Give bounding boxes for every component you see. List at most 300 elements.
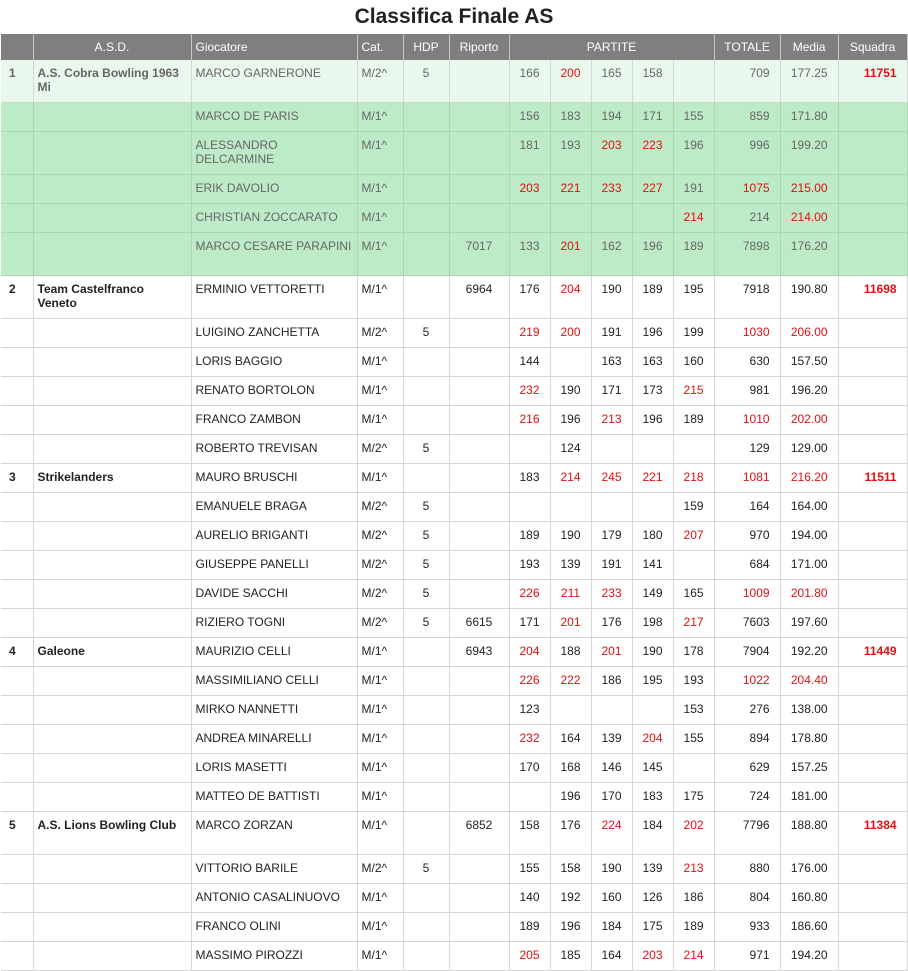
game-score: 219 xyxy=(509,319,550,348)
game-score: 190 xyxy=(632,638,673,667)
game-score: 183 xyxy=(632,783,673,812)
table-row xyxy=(1,942,907,971)
game-score: 195 xyxy=(632,667,673,696)
player-category: M/1^ xyxy=(357,233,403,276)
game-score: 183 xyxy=(509,464,550,493)
player-total: 7904 xyxy=(714,638,780,667)
game-score: 140 xyxy=(509,884,550,913)
player-riporto: 7017 xyxy=(449,233,509,276)
player-category: M/2^ xyxy=(357,435,403,464)
player-total: 981 xyxy=(714,377,780,406)
player-average: 204.40 xyxy=(780,667,838,696)
player-riporto xyxy=(449,464,509,493)
team-name xyxy=(33,406,191,435)
game-score: 216 xyxy=(509,406,550,435)
team-score xyxy=(838,855,907,884)
game-score: 170 xyxy=(591,783,632,812)
player-name: RENATO BORTOLON xyxy=(191,377,357,406)
player-hdp xyxy=(403,638,449,667)
player-total: 684 xyxy=(714,551,780,580)
team-position xyxy=(1,233,33,276)
table-row xyxy=(1,667,907,696)
game-score: 198 xyxy=(632,609,673,638)
game-score: 195 xyxy=(673,276,714,319)
table-row xyxy=(1,132,907,175)
team-name xyxy=(33,855,191,884)
game-score xyxy=(509,783,550,812)
player-riporto xyxy=(449,319,509,348)
player-category: M/1^ xyxy=(357,406,403,435)
game-score xyxy=(550,696,591,725)
player-hdp: 5 xyxy=(403,493,449,522)
game-score: 214 xyxy=(550,464,591,493)
header-row xyxy=(1,34,907,60)
game-score: 162 xyxy=(591,233,632,276)
table-row xyxy=(1,696,907,725)
team-position xyxy=(1,667,33,696)
player-hdp xyxy=(403,812,449,855)
team-score: 11449 xyxy=(838,638,907,667)
team-position xyxy=(1,754,33,783)
game-score: 204 xyxy=(632,725,673,754)
player-average: 206.00 xyxy=(780,319,838,348)
player-riporto xyxy=(449,406,509,435)
player-total: 970 xyxy=(714,522,780,551)
player-category: M/1^ xyxy=(357,377,403,406)
game-score: 190 xyxy=(591,276,632,319)
player-hdp xyxy=(403,103,449,132)
player-hdp: 5 xyxy=(403,435,449,464)
game-score: 176 xyxy=(509,276,550,319)
game-score: 173 xyxy=(632,377,673,406)
player-category: M/1^ xyxy=(357,638,403,667)
game-score: 139 xyxy=(591,725,632,754)
player-riporto xyxy=(449,725,509,754)
header-riporto: Riporto xyxy=(449,34,509,60)
game-score: 245 xyxy=(591,464,632,493)
game-score: 178 xyxy=(673,638,714,667)
player-total: 894 xyxy=(714,725,780,754)
player-riporto: 6852 xyxy=(449,812,509,855)
player-average: 171.80 xyxy=(780,103,838,132)
player-name: DAVIDE SACCHI xyxy=(191,580,357,609)
game-score: 156 xyxy=(509,103,550,132)
team-score xyxy=(838,175,907,204)
game-score: 165 xyxy=(591,60,632,103)
team-position: 3 xyxy=(1,464,33,493)
team-position xyxy=(1,725,33,754)
team-name xyxy=(33,667,191,696)
team-score xyxy=(838,696,907,725)
table-row xyxy=(1,783,907,812)
player-average: 194.20 xyxy=(780,942,838,971)
player-category: M/1^ xyxy=(357,812,403,855)
game-score: 160 xyxy=(591,884,632,913)
team-name xyxy=(33,725,191,754)
game-score xyxy=(673,754,714,783)
game-score: 133 xyxy=(509,233,550,276)
game-score: 144 xyxy=(509,348,550,377)
header-partite: PARTITE xyxy=(509,34,714,60)
player-average: 186.60 xyxy=(780,913,838,942)
table-row xyxy=(1,103,907,132)
player-total: 7603 xyxy=(714,609,780,638)
game-score: 213 xyxy=(591,406,632,435)
team-name xyxy=(33,754,191,783)
player-category: M/1^ xyxy=(357,884,403,913)
player-name: MARCO CESARE PARAPINI xyxy=(191,233,357,276)
player-hdp xyxy=(403,913,449,942)
player-riporto xyxy=(449,204,509,233)
table-row xyxy=(1,638,907,667)
player-total: 933 xyxy=(714,913,780,942)
table-row xyxy=(1,175,907,204)
player-category: M/1^ xyxy=(357,783,403,812)
header-player: Giocatore xyxy=(191,34,357,60)
table-row xyxy=(1,522,907,551)
game-score: 190 xyxy=(550,377,591,406)
player-total: 996 xyxy=(714,132,780,175)
game-score: 190 xyxy=(550,522,591,551)
game-score: 218 xyxy=(673,464,714,493)
player-hdp xyxy=(403,348,449,377)
game-score xyxy=(591,696,632,725)
table-row xyxy=(1,60,907,103)
player-average: 171.00 xyxy=(780,551,838,580)
player-name: AURELIO BRIGANTI xyxy=(191,522,357,551)
game-score xyxy=(591,204,632,233)
player-hdp: 5 xyxy=(403,855,449,884)
player-name: FRANCO OLINI xyxy=(191,913,357,942)
game-score: 149 xyxy=(632,580,673,609)
game-score: 189 xyxy=(673,406,714,435)
player-total: 1030 xyxy=(714,319,780,348)
player-name: RIZIERO TOGNI xyxy=(191,609,357,638)
game-score: 146 xyxy=(591,754,632,783)
game-score: 159 xyxy=(673,493,714,522)
game-score: 196 xyxy=(632,319,673,348)
game-score: 221 xyxy=(632,464,673,493)
player-name: ERMINIO VETTORETTI xyxy=(191,276,357,319)
game-score: 171 xyxy=(632,103,673,132)
player-average: 188.80 xyxy=(780,812,838,855)
game-score: 170 xyxy=(509,754,550,783)
player-riporto xyxy=(449,551,509,580)
player-total: 7918 xyxy=(714,276,780,319)
team-name xyxy=(33,696,191,725)
player-average: 176.00 xyxy=(780,855,838,884)
player-average: 196.20 xyxy=(780,377,838,406)
player-hdp: 5 xyxy=(403,522,449,551)
standings-body xyxy=(1,60,907,971)
player-riporto xyxy=(449,132,509,175)
game-score: 211 xyxy=(550,580,591,609)
team-score xyxy=(838,522,907,551)
team-name xyxy=(33,942,191,971)
game-score: 221 xyxy=(550,175,591,204)
team-position xyxy=(1,696,33,725)
team-score xyxy=(838,884,907,913)
player-average: 199.20 xyxy=(780,132,838,175)
team-score: 11511 xyxy=(838,464,907,493)
player-total: 629 xyxy=(714,754,780,783)
game-score xyxy=(632,204,673,233)
game-score: 233 xyxy=(591,175,632,204)
player-total: 724 xyxy=(714,783,780,812)
game-score: 126 xyxy=(632,884,673,913)
team-position xyxy=(1,855,33,884)
game-score: 233 xyxy=(591,580,632,609)
team-score xyxy=(838,725,907,754)
table-row xyxy=(1,913,907,942)
game-score: 123 xyxy=(509,696,550,725)
game-score: 196 xyxy=(550,406,591,435)
game-score xyxy=(509,493,550,522)
game-score: 163 xyxy=(632,348,673,377)
player-average: 129.00 xyxy=(780,435,838,464)
game-score xyxy=(632,435,673,464)
team-position xyxy=(1,319,33,348)
game-score xyxy=(673,551,714,580)
player-category: M/1^ xyxy=(357,175,403,204)
game-score: 200 xyxy=(550,319,591,348)
player-name: MIRKO NANNETTI xyxy=(191,696,357,725)
game-score: 196 xyxy=(632,233,673,276)
team-position xyxy=(1,103,33,132)
team-score xyxy=(838,319,907,348)
player-total: 804 xyxy=(714,884,780,913)
player-total: 164 xyxy=(714,493,780,522)
game-score: 171 xyxy=(591,377,632,406)
player-average: 164.00 xyxy=(780,493,838,522)
game-score: 168 xyxy=(550,754,591,783)
player-hdp: 5 xyxy=(403,609,449,638)
player-name: ERIK DAVOLIO xyxy=(191,175,357,204)
team-name: Strikelanders xyxy=(33,464,191,493)
game-score: 141 xyxy=(632,551,673,580)
team-name xyxy=(33,204,191,233)
table-row xyxy=(1,580,907,609)
player-average: 215.00 xyxy=(780,175,838,204)
game-score xyxy=(509,435,550,464)
team-position xyxy=(1,435,33,464)
team-name xyxy=(33,348,191,377)
header-squadra: Squadra xyxy=(838,34,907,60)
team-name xyxy=(33,884,191,913)
player-average: 157.25 xyxy=(780,754,838,783)
team-name xyxy=(33,175,191,204)
game-score: 227 xyxy=(632,175,673,204)
player-average: 176.20 xyxy=(780,233,838,276)
team-position xyxy=(1,493,33,522)
player-total: 1009 xyxy=(714,580,780,609)
game-score: 160 xyxy=(673,348,714,377)
team-name: Team Castelfranco Veneto xyxy=(33,276,191,319)
game-score: 158 xyxy=(550,855,591,884)
game-score xyxy=(591,493,632,522)
player-riporto xyxy=(449,783,509,812)
game-score: 226 xyxy=(509,667,550,696)
team-position: 1 xyxy=(1,60,33,103)
team-score xyxy=(838,551,907,580)
game-score: 175 xyxy=(673,783,714,812)
player-name: VITTORIO BARILE xyxy=(191,855,357,884)
table-row xyxy=(1,233,907,276)
player-riporto: 6943 xyxy=(449,638,509,667)
player-average: 202.00 xyxy=(780,406,838,435)
header-cat: Cat. xyxy=(357,34,403,60)
player-name: ANTONIO CASALINUOVO xyxy=(191,884,357,913)
team-position xyxy=(1,551,33,580)
team-position xyxy=(1,175,33,204)
game-score: 155 xyxy=(673,103,714,132)
player-total: 859 xyxy=(714,103,780,132)
player-hdp xyxy=(403,884,449,913)
player-hdp xyxy=(403,464,449,493)
game-score: 226 xyxy=(509,580,550,609)
game-score: 215 xyxy=(673,377,714,406)
player-average: 160.80 xyxy=(780,884,838,913)
game-score: 224 xyxy=(591,812,632,855)
player-category: M/1^ xyxy=(357,942,403,971)
player-riporto xyxy=(449,942,509,971)
player-hdp xyxy=(403,175,449,204)
player-average: 177.25 xyxy=(780,60,838,103)
player-total: 214 xyxy=(714,204,780,233)
player-name: MARCO DE PARIS xyxy=(191,103,357,132)
player-average: 214.00 xyxy=(780,204,838,233)
table-row xyxy=(1,348,907,377)
team-position xyxy=(1,942,33,971)
game-score xyxy=(550,204,591,233)
header-totale: TOTALE xyxy=(714,34,780,60)
player-category: M/2^ xyxy=(357,493,403,522)
table-row xyxy=(1,884,907,913)
game-score xyxy=(632,696,673,725)
player-category: M/2^ xyxy=(357,319,403,348)
game-score: 186 xyxy=(673,884,714,913)
game-score: 171 xyxy=(509,609,550,638)
game-score: 165 xyxy=(673,580,714,609)
player-total: 880 xyxy=(714,855,780,884)
player-name: MAURIZIO CELLI xyxy=(191,638,357,667)
player-name: GIUSEPPE PANELLI xyxy=(191,551,357,580)
player-name: MARCO GARNERONE xyxy=(191,60,357,103)
game-score: 166 xyxy=(509,60,550,103)
player-name: FRANCO ZAMBON xyxy=(191,406,357,435)
game-score: 189 xyxy=(509,913,550,942)
table-row xyxy=(1,609,907,638)
game-score xyxy=(673,60,714,103)
team-score xyxy=(838,942,907,971)
header-pos xyxy=(1,34,33,60)
table-row xyxy=(1,493,907,522)
team-position xyxy=(1,609,33,638)
game-score: 181 xyxy=(509,132,550,175)
team-position xyxy=(1,132,33,175)
player-riporto xyxy=(449,348,509,377)
table-row xyxy=(1,551,907,580)
player-name: LORIS MASETTI xyxy=(191,754,357,783)
game-score: 179 xyxy=(591,522,632,551)
player-category: M/2^ xyxy=(357,522,403,551)
game-score: 192 xyxy=(550,884,591,913)
player-name: MASSIMILIANO CELLI xyxy=(191,667,357,696)
player-total: 1075 xyxy=(714,175,780,204)
player-category: M/1^ xyxy=(357,276,403,319)
game-score: 196 xyxy=(550,783,591,812)
player-category: M/1^ xyxy=(357,754,403,783)
game-score: 205 xyxy=(509,942,550,971)
team-score xyxy=(838,377,907,406)
table-row xyxy=(1,725,907,754)
table-row xyxy=(1,464,907,493)
player-total: 129 xyxy=(714,435,780,464)
player-riporto xyxy=(449,103,509,132)
header-media: Media xyxy=(780,34,838,60)
player-hdp xyxy=(403,233,449,276)
game-score: 145 xyxy=(632,754,673,783)
table-row xyxy=(1,855,907,884)
team-position xyxy=(1,406,33,435)
table-row xyxy=(1,812,907,855)
player-hdp xyxy=(403,204,449,233)
team-name xyxy=(33,319,191,348)
game-score xyxy=(591,435,632,464)
team-name xyxy=(33,580,191,609)
team-name xyxy=(33,522,191,551)
player-name: EMANUELE BRAGA xyxy=(191,493,357,522)
team-name xyxy=(33,783,191,812)
player-category: M/2^ xyxy=(357,580,403,609)
player-category: M/1^ xyxy=(357,696,403,725)
game-score: 203 xyxy=(591,132,632,175)
game-score: 176 xyxy=(550,812,591,855)
game-score: 204 xyxy=(550,276,591,319)
player-average: 157.50 xyxy=(780,348,838,377)
team-score xyxy=(838,233,907,276)
player-riporto xyxy=(449,377,509,406)
team-position: 2 xyxy=(1,276,33,319)
player-hdp xyxy=(403,696,449,725)
team-score: 11698 xyxy=(838,276,907,319)
player-name: MASSIMO PIROZZI xyxy=(191,942,357,971)
team-score: 11751 xyxy=(838,60,907,103)
game-score: 184 xyxy=(591,913,632,942)
player-category: M/2^ xyxy=(357,551,403,580)
player-name: ANDREA MINARELLI xyxy=(191,725,357,754)
game-score: 158 xyxy=(509,812,550,855)
game-score: 189 xyxy=(673,233,714,276)
team-score xyxy=(838,667,907,696)
game-score: 176 xyxy=(591,609,632,638)
game-score: 214 xyxy=(673,942,714,971)
game-score: 155 xyxy=(673,725,714,754)
team-name: Galeone xyxy=(33,638,191,667)
player-riporto xyxy=(449,60,509,103)
player-name: MAURO BRUSCHI xyxy=(191,464,357,493)
player-average: 216.20 xyxy=(780,464,838,493)
game-score: 201 xyxy=(550,609,591,638)
table-row xyxy=(1,204,907,233)
player-hdp: 5 xyxy=(403,551,449,580)
team-score xyxy=(838,132,907,175)
game-score: 191 xyxy=(673,175,714,204)
table-row xyxy=(1,377,907,406)
game-score: 193 xyxy=(509,551,550,580)
player-riporto: 6964 xyxy=(449,276,509,319)
player-name: ROBERTO TREVISAN xyxy=(191,435,357,464)
